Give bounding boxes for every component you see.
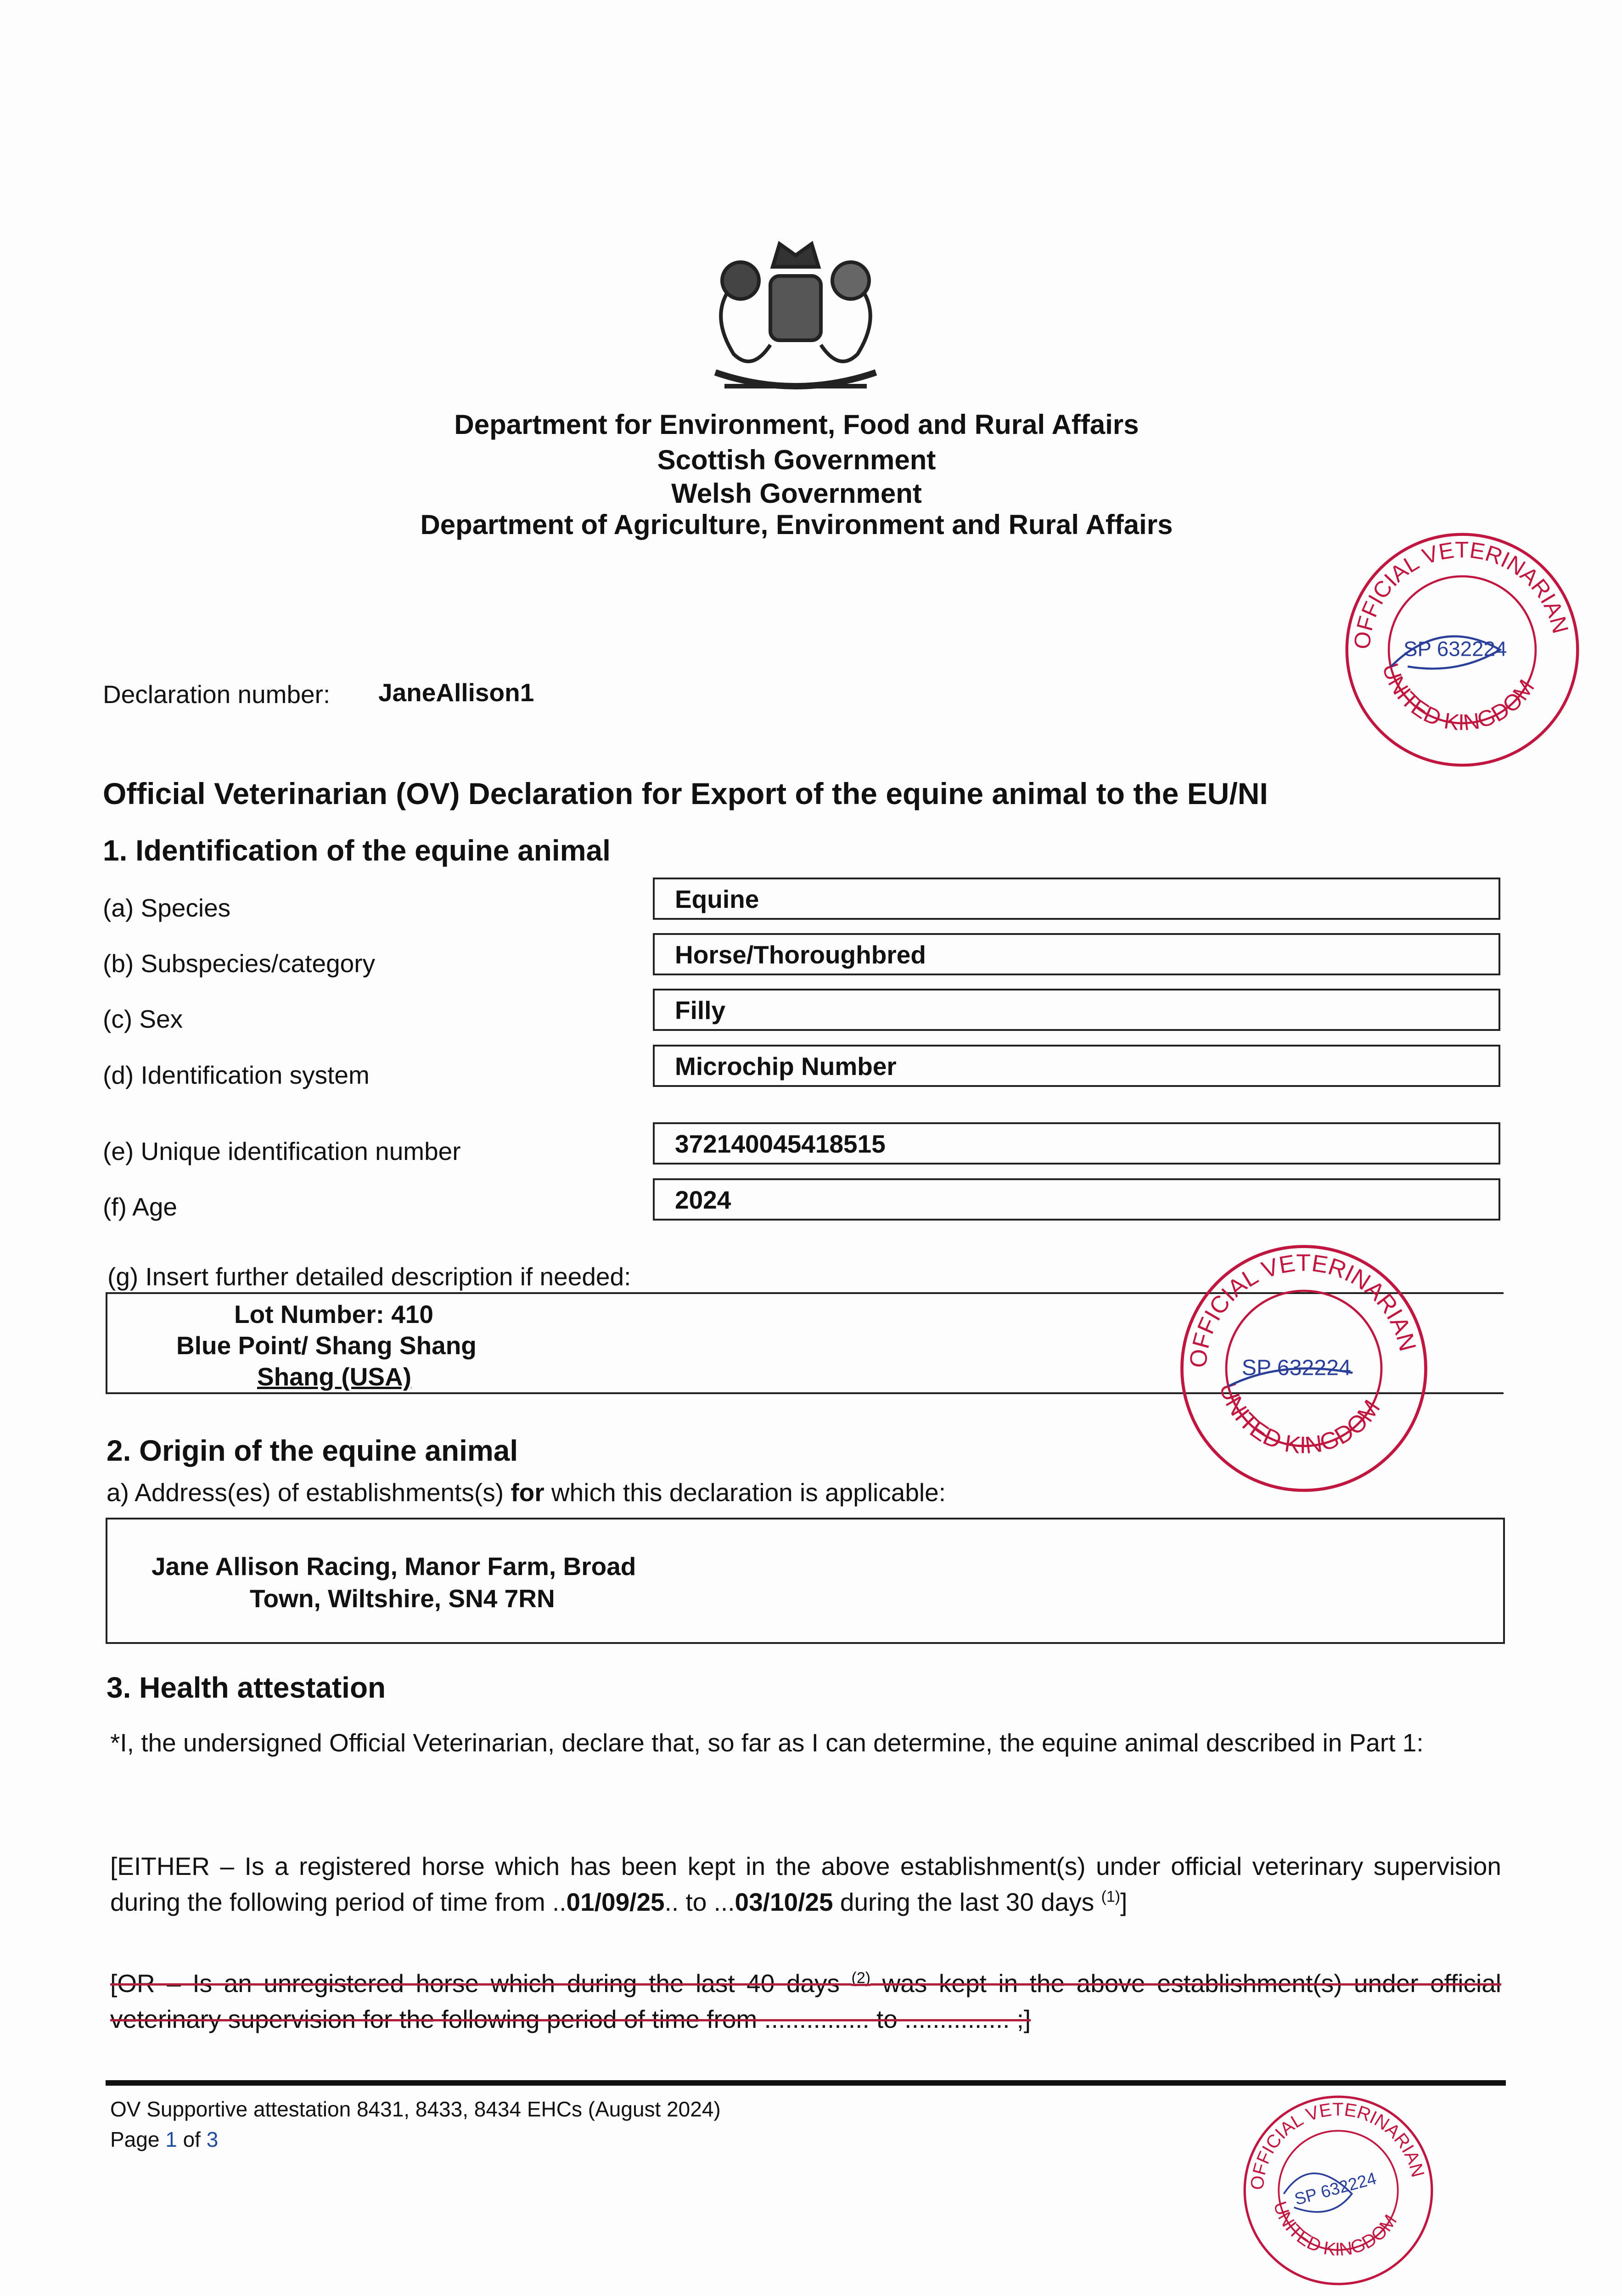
footer-rule — [106, 2080, 1506, 2086]
section2-subheading: a) Address(es) of establishments(s) for which this declaration is applicable: — [107, 1478, 946, 1507]
svg-text:OFFICIAL VETERINARIAN: OFFICIAL VETERINARIAN — [1184, 1249, 1421, 1369]
svg-text:SP 632224: SP 632224 — [1241, 1355, 1351, 1380]
svg-text:OFFICIAL VETERINARIAN: OFFICIAL VETERINARIAN — [1349, 537, 1573, 650]
section1-heading: 1. Identification of the equine animal — [103, 834, 611, 867]
address-line: Jane Allison Racing, Manor Farm, Broad — [152, 1552, 636, 1581]
official-veterinarian-stamp — [1175, 1240, 1432, 1497]
svg-text:UNITED KINGDOM: UNITED KINGDOM — [1377, 660, 1539, 736]
document-title: Official Veterinarian (OV) Declaration for Export of the equine animal to the EU/NI — [103, 777, 1268, 810]
field-label-subspecies: (b) Subspecies/category — [103, 949, 376, 978]
further-description-label: (g) Insert further detailed description if needed: — [107, 1262, 631, 1291]
royal-crest-icon — [697, 235, 895, 404]
section3-heading: 3. Health attestation — [107, 1671, 386, 1704]
header-line: Department for Environment, Food and Rural Affairs — [454, 409, 1139, 440]
svg-text:SP 632224: SP 632224 — [1403, 637, 1507, 661]
field-age: 2024 — [653, 1178, 1500, 1221]
header-line: Department of Agriculture, Environment and Rural Affairs — [420, 509, 1173, 540]
period-from: 01/09/25 — [566, 1888, 665, 1916]
address-line: Town, Wiltshire, SN4 7RN — [250, 1584, 555, 1613]
field-label-uid: (e) Unique identification number — [103, 1137, 461, 1165]
field-sex: Filly — [653, 989, 1500, 1031]
svg-text:UNITED KINGDOM: UNITED KINGDOM — [1214, 1379, 1386, 1459]
further-description-line: Blue Point/ Shang Shang — [176, 1331, 477, 1360]
field-species: Equine — [653, 878, 1500, 920]
svg-text:OFFICIAL VETERINARIAN: OFFICIAL VETERINARIAN — [1247, 2099, 1428, 2191]
attestation-either: [EITHER – Is a registered horse which has been kept in the above establishment(s) under official veterinary supervision during the following period of time from ..01/09/25.. to ...03/10/25 during the last 30 days $^{(1)}$] — [110, 1852, 1501, 1916]
field-subspecies: Horse/Thoroughbred — [653, 933, 1500, 975]
svg-text:UNITED KINGDOM: UNITED KINGDOM — [1269, 2199, 1401, 2260]
further-description-line: Lot Number: 410 — [234, 1300, 433, 1328]
declaration-number-value: JaneAllison1 — [378, 678, 534, 707]
field-label-sex: (c) Sex — [103, 1005, 183, 1033]
section2-heading: 2. Origin of the equine animal — [107, 1434, 518, 1467]
svg-text:SP 632224: SP 632224 — [1292, 2168, 1379, 2209]
official-veterinarian-stamp — [1341, 528, 1584, 771]
page-number: Page 1 of 3 — [110, 2127, 219, 2151]
field-label-species: (a) Species — [103, 894, 231, 922]
official-veterinarian-stamp — [1240, 2092, 1437, 2289]
attestation-or-struck: [OR – Is an unregistered horse which during the last 40 days $^{(2)}$ was kept in the above establishment(s) under official veterinary supervision for the following period of time from ............... to ............... ;] — [110, 1969, 1501, 2033]
header-line: Scottish Government — [657, 445, 936, 475]
field-uid: 372140045418515 — [653, 1122, 1500, 1165]
field-label-id-system: (d) Identification system — [103, 1061, 370, 1089]
attestation-intro: *I, the undersigned Official Veterinarian, declare that, so far as I can determine, the equine animal described in Part 1: — [110, 1728, 1424, 1757]
further-description-line: Shang (USA) — [257, 1362, 412, 1391]
footer-reference: OV Supportive attestation 8431, 8433, 8434 EHCs (August 2024) — [110, 2097, 721, 2121]
field-label-age: (f) Age — [103, 1193, 178, 1221]
field-id-system: Microchip Number — [653, 1045, 1500, 1087]
header-line: Welsh Government — [671, 478, 922, 509]
period-to: 03/10/25 — [735, 1888, 833, 1916]
declaration-number-label: Declaration number: — [103, 680, 331, 709]
address-box — [106, 1518, 1505, 1644]
